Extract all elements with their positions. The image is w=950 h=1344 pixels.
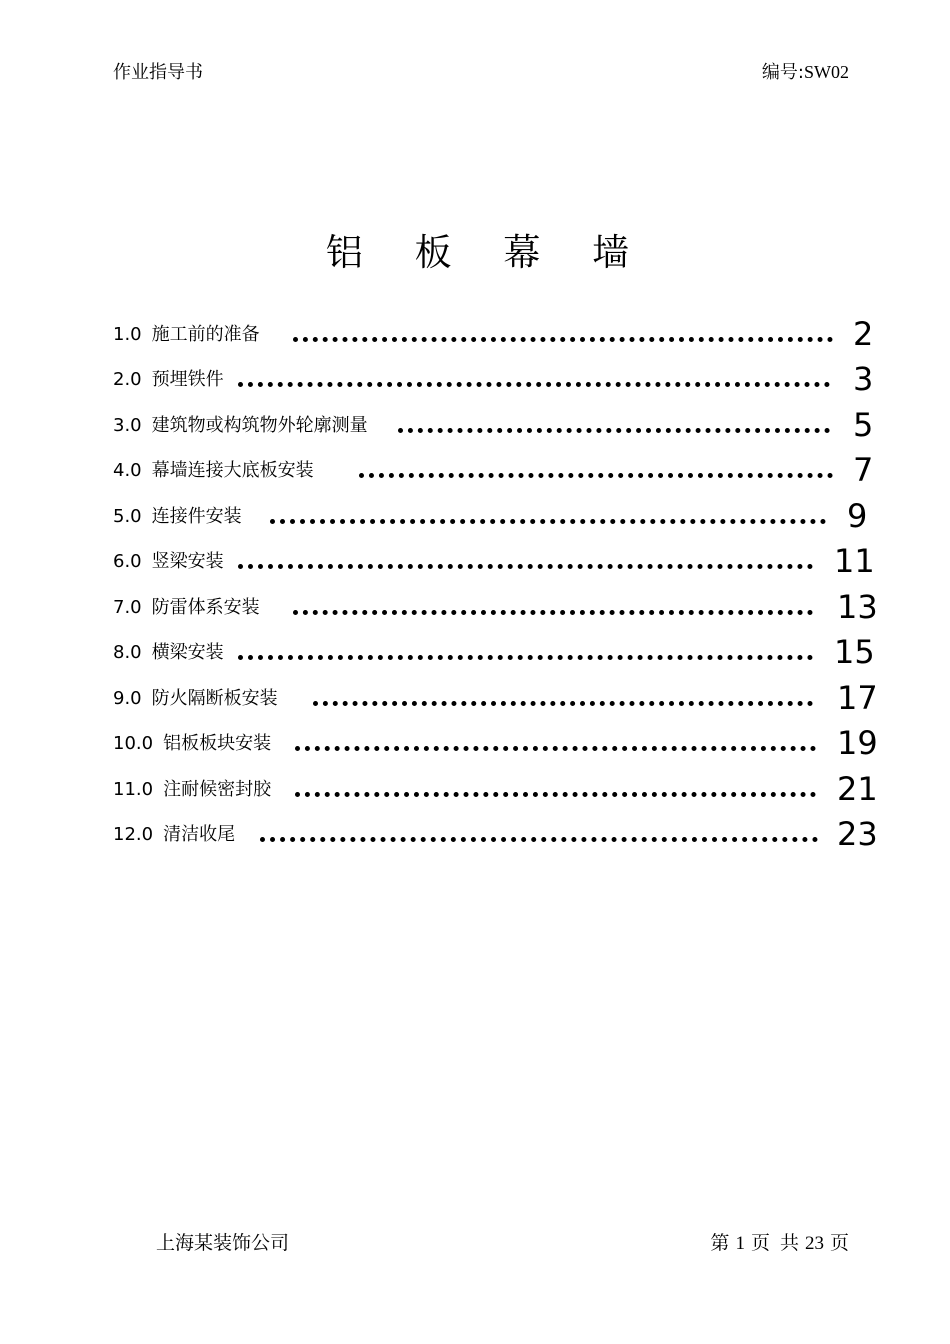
toc-entry-label [113,547,224,573]
toc-entry-page-number: 15 [834,633,875,671]
document-code [762,58,849,84]
toc-entry-label [113,320,260,346]
toc-entry-page-number: 7 [853,451,874,489]
toc-leader-dots [313,701,813,706]
toc-entry-label [113,729,271,755]
toc-entry-number: 1.0 [113,323,142,345]
toc-leader-dots [260,837,818,842]
toc-entry-page-number: 11 [834,542,875,580]
toc-entry[interactable] [113,534,883,580]
toc-entry-text: 竖梁安装 [151,551,224,572]
toc-entry-number: 12.0 [113,824,154,845]
toc-entry-text: 预埋铁件 [151,369,224,390]
toc-entry-label [113,365,224,391]
toc-entry-number: 7.0 [113,596,142,618]
toc-entry-label [113,775,271,801]
page-indicator [710,1228,849,1255]
document-code-label: 编号: [761,62,804,83]
toc-leader-dots [359,473,833,478]
toc-entry[interactable] [113,807,883,853]
toc-entry-page-number: 5 [853,405,874,444]
toc-leader-dots [270,519,826,524]
toc-leader-dots [293,337,833,342]
toc-entry[interactable] [113,397,883,443]
toc-entry[interactable] [113,352,883,398]
toc-entry[interactable] [113,488,883,534]
toc-entry-number: 2.0 [113,369,142,390]
toc-entry-page-number: 9 [847,496,868,535]
page-suffix: 页 [829,1232,849,1254]
toc-entry-number: 8.0 [113,642,142,663]
toc-entry[interactable] [113,443,883,489]
toc-entry-text: 防火隔断板安装 [151,687,278,709]
toc-entry-page-number: 2 [853,314,874,353]
toc-entry-number: 4.0 [113,460,142,481]
toc-entry-text: 横梁安装 [151,642,224,663]
toc-entry[interactable] [113,761,883,807]
toc-entry-number: 11.0 [113,778,154,800]
toc-entry-label [113,593,260,619]
toc-entry-label [113,684,278,710]
toc-entry[interactable] [113,579,883,625]
toc-entry-label [113,411,368,437]
toc-entry-number: 9.0 [113,687,142,709]
table-of-contents [113,306,883,852]
toc-entry-number: 3.0 [113,414,142,436]
toc-entry-label [113,502,242,528]
document-type: 作业指导书 [113,62,203,83]
toc-entry-number: 5.0 [113,505,142,527]
toc-entry-label [113,820,235,846]
toc-entry-label [113,638,224,664]
toc-leader-dots [295,746,816,751]
toc-entry[interactable] [113,716,883,762]
page-current: 1 [735,1233,745,1254]
toc-entry-text: 幕墙连接大底板安装 [151,460,314,481]
toc-entry-text: 铝板板块安装 [163,733,272,754]
toc-entry-page-number: 23 [837,815,878,853]
toc-entry-text: 防雷体系安装 [151,596,260,618]
toc-leader-dots [238,382,830,387]
toc-leader-dots [238,564,813,569]
toc-entry-label [113,456,314,482]
company-name: 上海某装饰公司 [156,1232,290,1254]
toc-leader-dots [295,792,816,797]
toc-entry-number: 6.0 [113,551,142,572]
toc-entry-page-number: 19 [837,724,878,762]
toc-entry-number: 10.0 [113,733,154,754]
page-total: 23 [804,1233,824,1254]
toc-entry-text: 注耐候密封胶 [163,778,272,800]
toc-entry-text: 建筑物或构筑物外轮廓测量 [151,414,368,436]
toc-entry-page-number: 21 [837,769,878,808]
toc-leader-dots [398,428,830,433]
document-code-value: SW02 [804,62,849,82]
toc-entry-text: 连接件安装 [151,505,242,527]
toc-entry-text: 施工前的准备 [151,323,260,345]
toc-entry-page-number: 3 [853,360,874,398]
toc-entry[interactable] [113,670,883,716]
toc-entry[interactable] [113,625,883,671]
page-title: 铝 板 幕 墙 [325,231,650,274]
page-mid: 页 共 [750,1232,799,1254]
toc-entry-page-number: 17 [837,678,878,717]
toc-entry[interactable] [113,306,883,352]
toc-leader-dots [293,610,813,615]
page-prefix: 第 [710,1232,730,1254]
toc-entry-page-number: 13 [837,587,878,626]
toc-entry-text: 清洁收尾 [163,824,236,845]
toc-leader-dots [238,655,813,660]
